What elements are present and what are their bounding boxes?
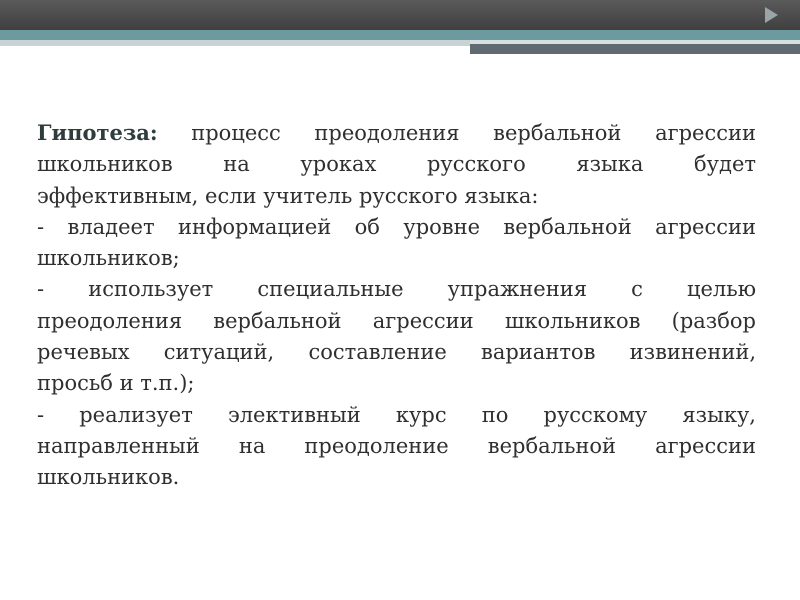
top-bar xyxy=(0,0,800,30)
text-line: - владеет информацией об уровне вербальной агрессии xyxy=(37,214,756,239)
teal-stripe xyxy=(0,30,800,40)
text-line: эффективным, если учитель русского языка: xyxy=(37,183,539,208)
text-line: школьников на уроках русского языка будет xyxy=(37,152,756,177)
text-line: речевых ситуаций, составление вариантов извинений, xyxy=(37,340,756,365)
text-line: преодоления вербальной агрессии школьников (разбор xyxy=(37,308,756,333)
hypothesis-line1: процесс преодоления вербальной агрессии xyxy=(157,121,756,145)
text-line: - реализует элективный курс по русскому языку, xyxy=(37,402,756,427)
light-stripe-left xyxy=(0,40,470,46)
text-line: просьб и т.п.); xyxy=(37,371,195,396)
text-line: - использует специальные упражнения с целью xyxy=(37,277,756,302)
hypothesis-label: Гипотеза: xyxy=(37,120,158,145)
dark-stripe xyxy=(470,44,800,54)
text-line: школьников; xyxy=(37,246,180,271)
play-triangle-icon xyxy=(765,7,778,23)
text-line: направленный на преодоление вербальной агрессии xyxy=(37,433,756,458)
text-line: школьников. xyxy=(37,465,180,490)
hypothesis-text xyxy=(37,117,756,494)
text-line xyxy=(37,117,756,149)
